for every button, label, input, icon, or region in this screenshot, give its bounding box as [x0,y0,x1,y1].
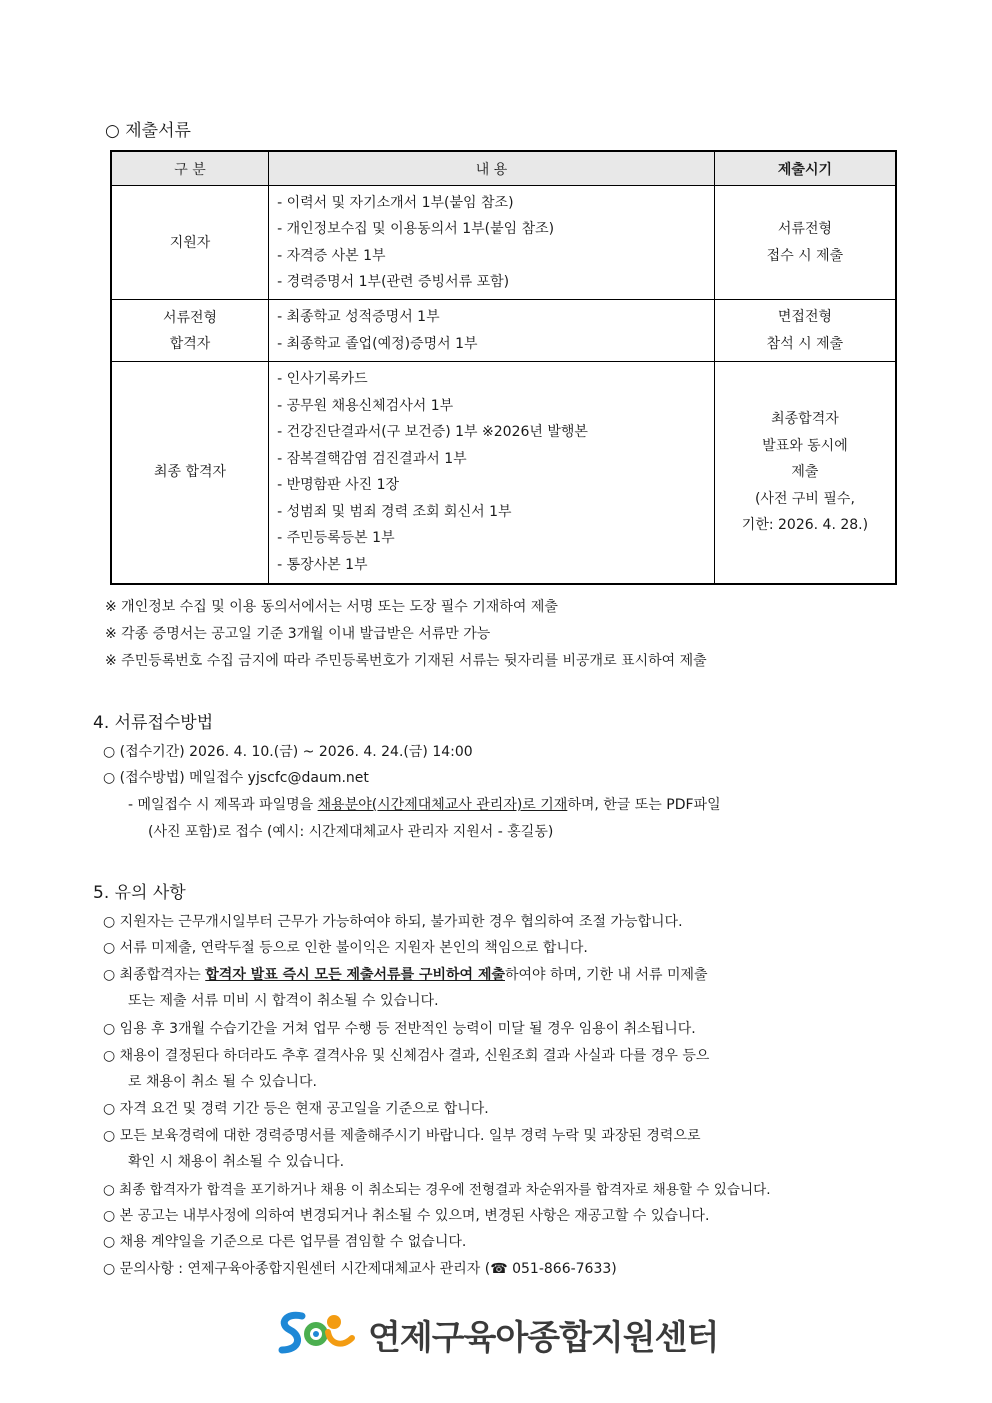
footer-org-name: 연제구육아종합지원센터 [368,1317,719,1358]
row-items [269,362,715,584]
phone-icon: ☎ [490,1261,508,1277]
section4-detail-line2: (사진 포함)로 접수 (예시: 시간제대체교사 관리자 지원서 - 홍길동) [148,824,554,840]
timing-line: 제출 [791,464,819,480]
table-header-row [111,151,896,186]
section5-title: 5. 유의 사항 [93,883,186,903]
row-items [269,300,715,362]
notice-item: ○ 자격 요건 및 경력 기간 등은 현재 공고일을 기준으로 합니다. [103,1101,489,1117]
yeonje-center-logo-icon [272,1308,362,1360]
notice-item: ○ 채용 계약일을 기준으로 다른 업무를 겸임할 수 없습니다. [103,1234,467,1250]
timing-line: 접수 시 제출 [766,247,844,264]
section4-period: ○ (접수기간) 2026. 4. 10.(금) ~ 2026. 4. 24.(금) 14:00 [103,744,473,760]
notice-text: ○ 최종합격자는 [103,967,206,983]
section4-method: ○ (접수방법) 메일접수 yjscfc@daum.net [103,770,369,786]
notice-item: ○ 최종 합격자가 합격을 포기하거나 채용 이 취소되는 경우에 전형결과 차순위자를 합격자로 채용할 수 있습니다. [103,1182,771,1198]
row-timing [714,186,896,300]
detail-underlined: 채용분야(시간제대체교사 관리자)로 기재 [317,797,568,813]
timing-line: 참석 시 제출 [766,335,844,352]
category-line: 서류전형 합격자 [162,309,218,352]
list-item: - 개인정보수집 및 이용동의서 1부(붙임 참조) [277,221,555,237]
notice-item: ○ 임용 후 3개월 수습기간을 거쳐 업무 수행 등 전반적인 능력이 미달 될 경우 임용이 취소됩니다. [103,1021,696,1037]
list-item: - 자격증 사본 1부 [277,247,386,264]
notice-item: ○ 모든 보육경력에 대한 경력증명서를 제출해주시기 바랍니다. 일부 경력 누락 및 과장된 경력으로 [103,1128,701,1144]
list-item: - 통장사본 1부 [277,556,368,573]
section4-title: 4. 서류접수방법 [93,713,214,733]
table-row [111,362,896,584]
contact-text: ○ 문의사항 : 연제구육아종합지원센터 시간제대체교사 관리자 ( [103,1261,491,1277]
header-contents: 내 용 [269,151,715,186]
list-item: - 최종학교 졸업(예정)증명서 1부 [277,335,478,352]
notice-item-cont: 로 채용이 취소 될 수 있습니다. [128,1074,317,1090]
list-item: - 잠복결핵감염 검진결과서 1부 [277,450,467,467]
header-category: 구 분 [111,151,269,186]
notice-item-contact [103,1258,617,1278]
contact-phone: 051-866-7633) [507,1261,617,1277]
row-category [111,300,269,362]
timing-line: (사전 구비 필수, [754,490,855,507]
footer-logo [272,1308,722,1360]
list-item: - 최종학교 성적증명서 1부 [277,309,440,325]
row-category: 지원자 [111,186,269,300]
list-item: - 인사기록카드 [277,371,368,388]
list-item: - 반명함판 사진 1장 [277,477,400,494]
note-certificates: ※ 각종 증명서는 공고일 기준 3개월 이내 발급받은 서류만 가능 [105,626,491,642]
detail-text: - 메일접수 시 제목과 파일명을 [128,797,318,813]
notice-item: ○ 지원자는 근무개시일부터 근무가 가능하여야 하되, 불가피한 경우 협의하여 조절 가능합니다. [103,914,683,930]
list-item: - 주민등록등본 1부 [277,530,395,547]
notice-text-post: 하여야 하며, 기한 내 서류 미제출 [505,967,708,983]
row-category: 최종 합격자 [111,362,269,584]
table-row [111,300,896,362]
list-item: - 이력서 및 자기소개서 1부(붙임 참조) [277,194,514,211]
list-item: - 건강진단결과서(구 보건증) 1부 ※2026년 발행본 [277,424,588,441]
note-consent: ※ 개인정보 수집 및 이용 동의서에서는 서명 또는 도장 필수 기재하여 제출 [105,599,558,615]
row-timing [714,300,896,362]
timing-line: 발표와 동시에 [762,437,848,454]
notice-item: ○ 본 공고는 내부사정에 의하여 변경되거나 취소될 수 있으며, 변경된 사항은 재공고할 수 있습니다. [103,1208,710,1224]
timing-line: 기한: 2026. 4. 28.) [741,517,869,533]
header-timing: 제출시기 [714,151,896,186]
timing-line: 면접전형 [777,309,832,325]
table-row [111,186,896,300]
list-item: - 경력증명서 1부(관련 증빙서류 포함) [277,274,510,290]
detail-text-post: 하며, 한글 또는 PDF파일 [567,797,721,813]
list-item: - 공무원 채용신체검사서 1부 [277,397,454,414]
timing-line: 서류전형 [777,221,832,237]
row-items [269,186,715,300]
section-heading-documents: ○ 제출서류 [105,121,191,141]
documents-table [110,150,897,585]
notice-item: ○ 채용이 결정된다 하더라도 추후 결격사유 및 신체검사 결과, 신원조회 결과 사실과 다를 경우 등으 [103,1048,710,1064]
notice-item: ○ 서류 미제출, 연락두절 등으로 인한 불이익은 지원자 본인의 책임으로 합니다. [103,940,588,956]
timing-line: 최종합격자 [771,411,839,427]
note-resident-number: ※ 주민등록번호 수집 금지에 따라 주민등록번호가 기재된 서류는 뒷자리를 비공개로 표시하여 제출 [105,653,707,669]
notice-item [103,964,708,984]
list-item: - 성범죄 및 범죄 경력 조회 회신서 1부 [277,503,512,520]
section4-detail [128,794,721,814]
notice-item-cont: 확인 시 채용이 취소될 수 있습니다. [128,1154,345,1170]
notice-emphasis: 합격자 발표 즉시 모든 제출서류를 구비하여 제출 [205,967,505,983]
row-timing [714,362,896,584]
notice-item-cont: 또는 제출 서류 미비 시 합격이 취소될 수 있습니다. [128,993,439,1009]
